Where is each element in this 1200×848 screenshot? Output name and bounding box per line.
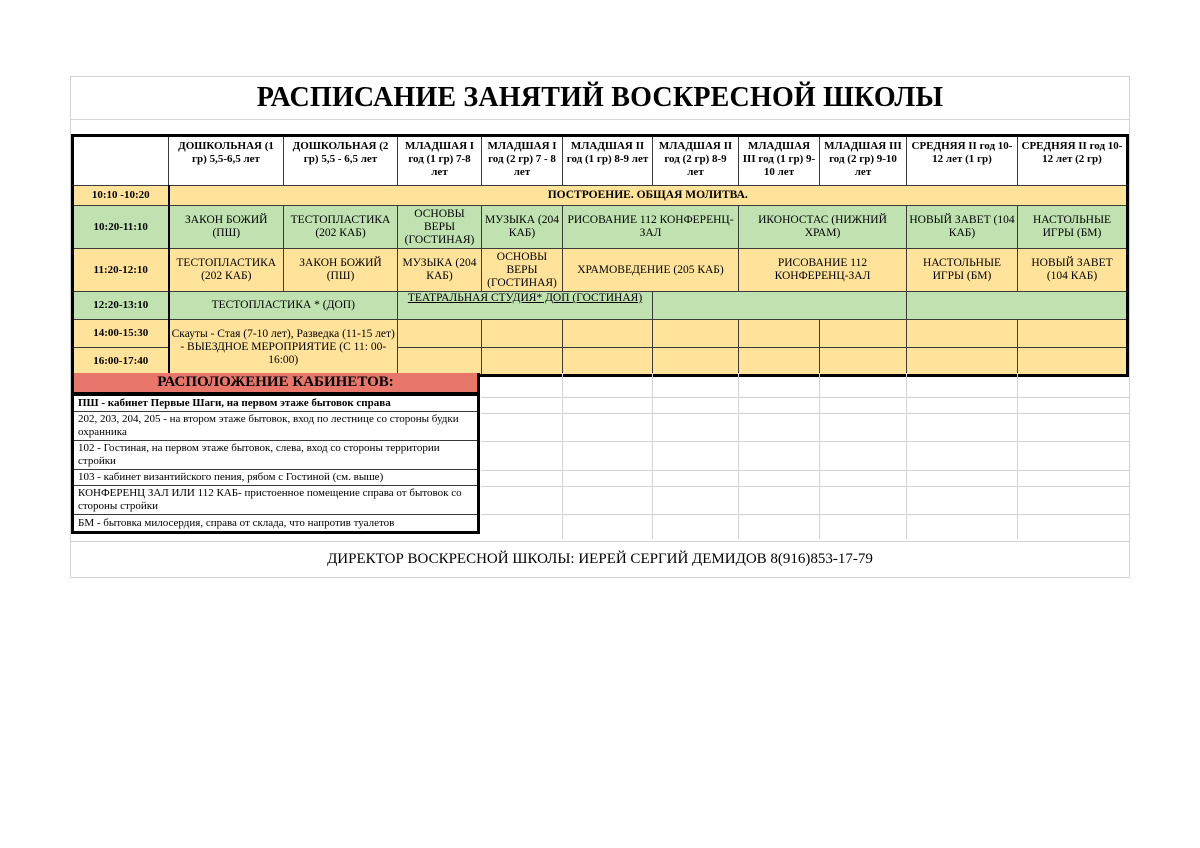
room-entry: 102 - Гостиная, на первом этаже бытовок, слева, вход со стороны территории стройки: [73, 441, 479, 470]
schedule-row: [73, 249, 1128, 292]
empty-cell: [1018, 320, 1128, 348]
group-header: МЛАДШАЯ II год (1 гр) 8-9 лет: [563, 136, 653, 186]
rooms-title: РАСПОЛОЖЕНИЕ КАБИНЕТОВ:: [71, 373, 480, 395]
lesson-cell: ИКОНОСТАС (НИЖНИЙ ХРАМ): [739, 206, 907, 249]
prayer-cell: ПОСТРОЕНИЕ. ОБЩАЯ МОЛИТВА.: [169, 186, 1128, 206]
lesson-cell: ТЕСТОПЛАСТИКА (202 КАБ): [284, 206, 398, 249]
empty-cell: [739, 320, 820, 348]
grid-line: [481, 397, 1129, 398]
lesson-cell: НОВЫЙ ЗАВЕТ (104 КАБ): [1018, 249, 1128, 292]
empty-cell: [1018, 348, 1128, 376]
empty-cell: [398, 348, 482, 376]
lesson-cell: МУЗЫКА (204 КАБ): [482, 206, 563, 249]
group-header: МЛАДШАЯ I год (2 гр) 7 - 8 лет: [482, 136, 563, 186]
room-entry: ПШ - кабинет Первые Шаги, на первом этаже бытовок справа: [73, 396, 479, 412]
director-line: ДИРЕКТОР ВОСКРЕСНОЙ ШКОЛЫ: ИЕРЕЙ СЕРГИЙ ДЕМИДОВ 8(916)853-17-79: [71, 541, 1129, 576]
time-slot: 12:20-13:10: [73, 292, 169, 320]
time-slot: 16:00-17:40: [73, 348, 169, 376]
empty-cell: [820, 348, 907, 376]
empty-grid: [481, 373, 1129, 539]
empty-cell: [907, 320, 1018, 348]
empty-cell: [907, 292, 1128, 320]
lesson-cell: ТЕСТОПЛАСТИКА (202 КАБ): [169, 249, 284, 292]
grid-line: [481, 441, 1129, 442]
empty-cell: [820, 320, 907, 348]
lesson-cell: ТЕСТОПЛАСТИКА * (ДОП): [169, 292, 398, 320]
grid-line: [481, 486, 1129, 487]
group-header: МЛАДШАЯ III год (1 гр) 9-10 лет: [739, 136, 820, 186]
empty-cell: [563, 320, 653, 348]
empty-cell: [653, 348, 739, 376]
lesson-cell: НОВЫЙ ЗАВЕТ (104 КАБ): [907, 206, 1018, 249]
room-entry: КОНФЕРЕНЦ ЗАЛ ИЛИ 112 КАБ- пристоенное помещение справа от бытовок со стороны стройки: [73, 486, 479, 515]
schedule-table: [71, 134, 1129, 377]
room-entry: БМ - бытовка милосердия, справа от склада, что напротив туалетов: [78, 516, 395, 529]
lesson-cell: ОСНОВЫ ВЕРЫ (ГОСТИНАЯ): [482, 249, 563, 292]
lesson-cell: ОСНОВЫ ВЕРЫ (ГОСТИНАЯ): [398, 206, 482, 249]
scouts-cell: Скауты - Стая (7-10 лет), Разведка (11-15 лет) - ВЫЕЗДНОЕ МЕРОПРИЯТИЕ (С 11: 00-16:00): [169, 320, 398, 376]
grid-line: [481, 514, 1129, 515]
lesson-cell: ТЕАТРАЛЬНАЯ СТУДИЯ* ДОП (ГОСТИНАЯ): [398, 292, 653, 320]
time-slot: 10:20-11:10: [73, 206, 169, 249]
lesson-cell: МУЗЫКА (204 КАБ): [398, 249, 482, 292]
empty-cell: [739, 348, 820, 376]
schedule-sheet: [70, 76, 1130, 578]
empty-cell: [907, 348, 1018, 376]
page-title: РАСПИСАНИЕ ЗАНЯТИЙ ВОСКРЕСНОЙ ШКОЛЫ: [256, 82, 944, 113]
group-header: СРЕДНЯЯ II год 10-12 лет (2 гр): [1018, 136, 1128, 186]
grid-line: [481, 470, 1129, 471]
grid-line: [481, 413, 1129, 414]
empty-cell: [398, 320, 482, 348]
lesson-cell: ЗАКОН БОЖИЙ (ПШ): [284, 249, 398, 292]
time-slot: 11:20-12:10: [73, 249, 169, 292]
group-header-row: [73, 136, 1128, 186]
lesson-cell: ЗАКОН БОЖИЙ (ПШ): [169, 206, 284, 249]
lesson-cell: НАСТОЛЬНЫЕ ИГРЫ (БМ): [907, 249, 1018, 292]
group-header: МЛАДШАЯ II год (2 гр) 8-9 лет: [653, 136, 739, 186]
group-header: ДОШКОЛЬНАЯ (2 гр) 5,5 - 6,5 лет: [284, 136, 398, 186]
time-slot: 10:10 -10:20: [73, 186, 169, 206]
lesson-cell: РИСОВАНИЕ 112 КОНФЕРЕНЦ-ЗАЛ: [563, 206, 739, 249]
rooms-legend: [71, 395, 480, 534]
lesson-cell: РИСОВАНИЕ 112 КОНФЕРЕНЦ-ЗАЛ: [739, 249, 907, 292]
lesson-cell: НАСТОЛЬНЫЕ ИГРЫ (БМ): [1018, 206, 1128, 249]
lesson-cell: ХРАМОВЕДЕНИЕ (205 КАБ): [563, 249, 739, 292]
empty-cell: [482, 320, 563, 348]
empty-cell: [653, 292, 907, 320]
empty-cell: [563, 348, 653, 376]
empty-cell: [482, 348, 563, 376]
spacer-row: [71, 119, 1129, 134]
schedule-row: [73, 206, 1128, 249]
schedule-row: [73, 292, 1128, 320]
empty-cell: [653, 320, 739, 348]
group-header: СРЕДНЯЯ II год 10-12 лет (1 гр): [907, 136, 1018, 186]
room-entry: 202, 203, 204, 205 - на втором этаже бытовок, вход по лестнице со стороны будки охранника: [73, 412, 479, 441]
time-slot: 14:00-15:30: [73, 320, 169, 348]
group-header: ДОШКОЛЬНАЯ (1 гр) 5,5-6,5 лет: [169, 136, 284, 186]
corner-cell: [73, 136, 169, 186]
group-header: МЛАДШАЯ I год (1 гр) 7-8 лет: [398, 136, 482, 186]
schedule-row: [73, 320, 1128, 348]
schedule-row: [73, 186, 1128, 206]
group-header: МЛАДШАЯ III год (2 гр) 9-10 лет: [820, 136, 907, 186]
room-entry: 103 - кабинет византийского пения, рябом с Гостиной (см. выше): [73, 470, 479, 486]
